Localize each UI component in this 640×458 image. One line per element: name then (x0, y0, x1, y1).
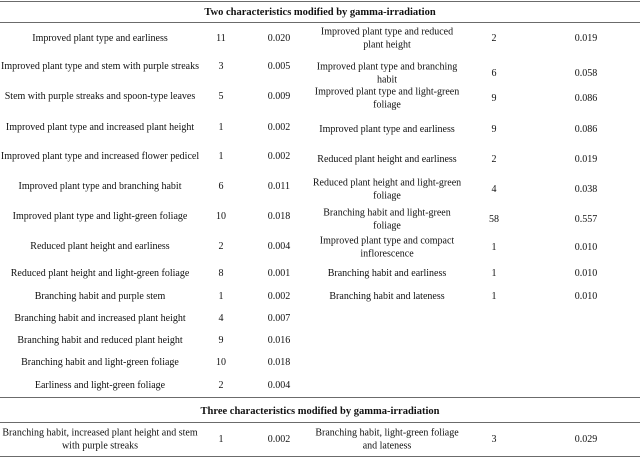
trait-combination-label: Improved plant type and branching habit (316, 61, 458, 85)
mutant-count: 11 (216, 32, 226, 44)
mutation-frequency: 0.001 (267, 267, 291, 279)
mutant-count: 2 (218, 240, 224, 252)
mutant-count: 5 (218, 90, 224, 102)
trait-combination-label: Improved plant type and earliness (32, 32, 168, 44)
mutation-frequency: 0.010 (574, 290, 598, 302)
trait-combination-label: Improved plant type and increased plant height (5, 121, 195, 133)
mutation-frequency: 0.019 (574, 153, 598, 165)
mutation-frequency: 0.002 (267, 290, 291, 302)
trait-combination-label: Reduced plant height and light-green foliage (10, 267, 190, 279)
mutation-frequency: 0.005 (267, 60, 291, 72)
mutant-count: 4 (218, 312, 224, 324)
mutant-count: 9 (218, 334, 224, 346)
trait-combination-label: Improved plant type and branching habit (18, 180, 182, 192)
mutation-frequency: 0.086 (574, 123, 598, 135)
mutant-count: 1 (491, 267, 497, 279)
trait-combination-label: Improved plant type and compact inflorescence (319, 235, 455, 259)
mutant-count: 2 (491, 32, 497, 44)
trait-combination-label: Improved plant type and stem with purple streaks (0, 60, 199, 72)
trait-combination-label: Branching habit and lateness (329, 290, 445, 302)
mutation-frequency: 0.038 (574, 183, 598, 195)
trait-combination-label: Branching habit and reduced plant height (17, 334, 183, 346)
mutation-frequency: 0.011 (267, 180, 291, 192)
trait-combination-label: Branching habit, light-green foliage and lateness (315, 427, 459, 451)
mutation-frequency: 0.016 (267, 334, 291, 346)
mutant-count: 1 (218, 150, 224, 162)
section-title-three-characteristics: Three characteristics modified by gamma-irradiation (200, 406, 440, 417)
mutation-frequency: 0.004 (267, 379, 291, 391)
mutation-frequency: 0.010 (574, 267, 598, 279)
mutation-frequency: 0.002 (267, 121, 291, 133)
mutant-count: 1 (218, 121, 224, 133)
bottom-rule (0, 456, 640, 457)
mutant-count: 2 (491, 153, 497, 165)
mutation-frequency: 0.020 (267, 32, 291, 44)
section-title-two-characteristics: Two characteristics modified by gamma-irradiation (204, 7, 436, 18)
mutation-frequency: 0.010 (574, 241, 598, 253)
trait-combination-label: Reduced plant height and light-green foliage (312, 177, 462, 201)
mutant-count: 4 (491, 183, 497, 195)
mutant-count: 6 (491, 67, 497, 79)
trait-combination-label: Branching habit, increased plant height and stem with purple streaks (2, 427, 198, 451)
trait-combination-label: Stem with purple streaks and spoon-type leaves (4, 90, 196, 102)
mutant-count: 9 (491, 123, 497, 135)
trait-combination-label: Branching habit and light-green foliage (323, 207, 451, 231)
mutation-frequency: 0.004 (267, 240, 291, 252)
trait-combination-label: Branching habit and purple stem (34, 290, 166, 302)
trait-combination-label: Reduced plant height and earliness (317, 153, 457, 165)
mutant-count: 2 (218, 379, 224, 391)
mutant-count: 1 (218, 433, 224, 445)
trait-combination-label: Branching habit and increased plant height (14, 312, 186, 324)
mutation-frequency: 0.018 (267, 356, 291, 368)
mutant-count: 8 (218, 267, 224, 279)
mutant-count: 10 (216, 210, 226, 222)
mutation-frequency: 0.019 (574, 32, 598, 44)
mutant-count: 1 (491, 290, 497, 302)
mutant-count: 9 (491, 92, 497, 104)
mutation-frequency: 0.018 (267, 210, 291, 222)
mutation-frequency: 0.009 (267, 90, 291, 102)
mutant-count: 58 (489, 213, 499, 225)
mutation-frequency: 0.002 (267, 150, 291, 162)
trait-combination-label: Earliness and light-green foliage (34, 379, 166, 391)
trait-combination-label: Branching habit and earliness (327, 267, 447, 279)
section-divider-rule (0, 397, 640, 398)
mutant-count: 1 (218, 290, 224, 302)
mutant-count: 10 (216, 356, 226, 368)
trait-combination-label: Improved plant type and increased flower pedicel (0, 150, 200, 162)
mutation-frequency: 0.086 (574, 92, 598, 104)
trait-combination-label: Branching habit and light-green foliage (21, 356, 179, 368)
trait-combination-label: Improved plant type and earliness (319, 123, 455, 135)
trait-combination-label: Reduced plant height and earliness (30, 240, 170, 252)
mutation-frequency: 0.029 (574, 433, 598, 445)
section-rule (0, 22, 640, 23)
mutant-count: 3 (218, 60, 224, 72)
trait-combination-label: Improved plant type and light-green foliage (12, 210, 188, 222)
mutant-count: 3 (491, 433, 497, 445)
section-rule (0, 422, 640, 423)
mutation-frequency: 0.007 (267, 312, 291, 324)
mutant-count: 6 (218, 180, 224, 192)
trait-combination-label: Improved plant type and reduced plant height (320, 26, 454, 50)
mutation-frequency: 0.002 (267, 433, 291, 445)
mutation-frequency: 0.058 (574, 67, 598, 79)
mutant-count: 1 (491, 241, 497, 253)
top-rule (0, 1, 640, 2)
trait-combination-label: Improved plant type and light-green foliage (314, 86, 460, 110)
mutation-frequency: 0.557 (574, 213, 598, 225)
